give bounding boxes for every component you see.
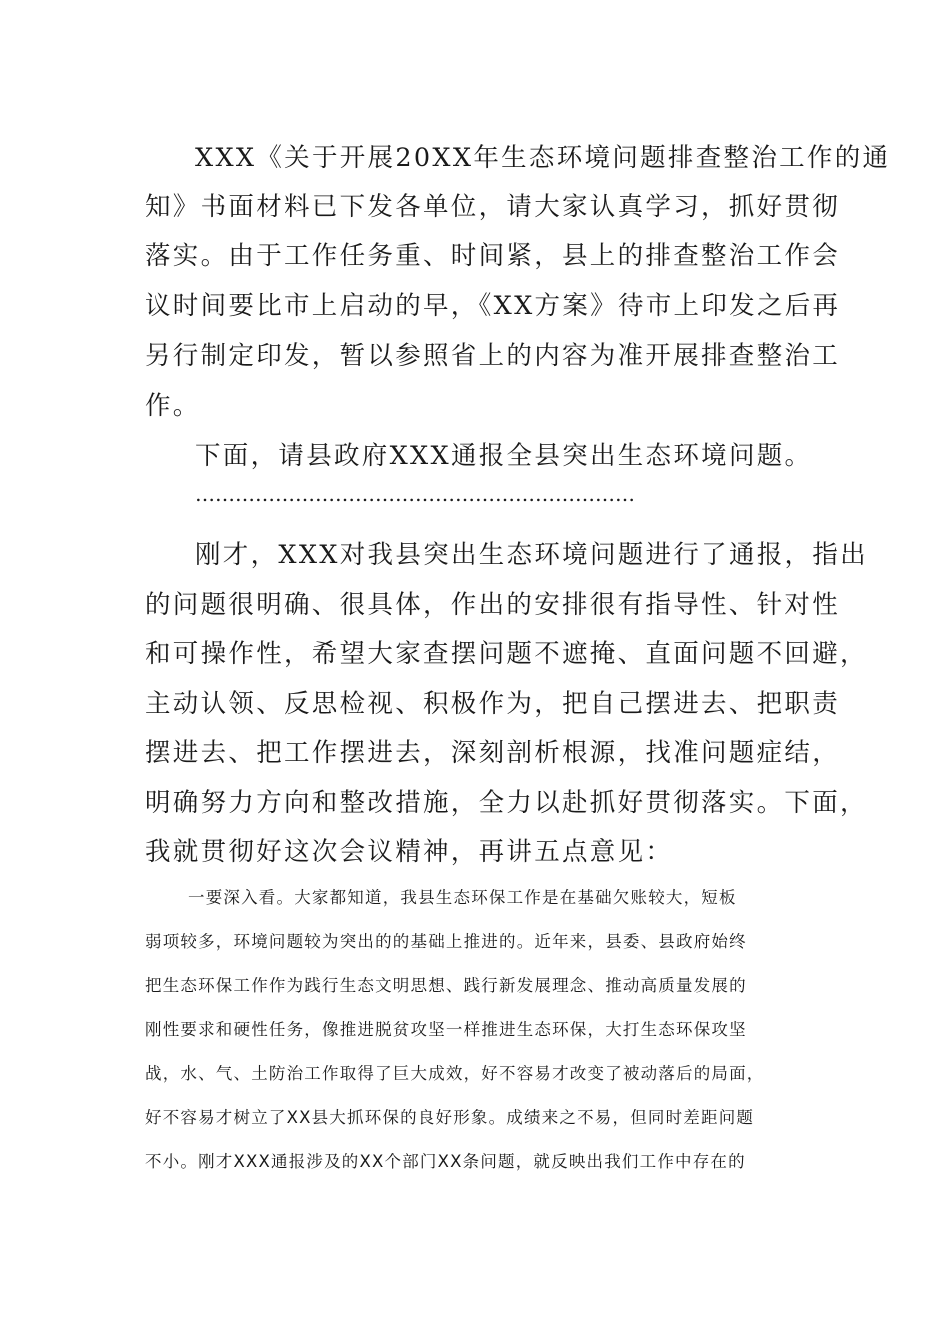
paragraph-line: XXX《关于开展20XX年生态环境问题排查整治工作的通 [195,143,891,173]
paragraph-line: 另行制定印发，暂以参照省上的内容为准开展排查整治工 [145,341,841,371]
paragraph-line: 一要深入看。大家都知道，我县生态环保工作是在基础欠账较大，短板 [188,888,737,907]
ellipsis-separator: ………………………………………………………… [195,482,635,506]
paragraph-line: 主动认领、反思检视、积极作为，把自己摆进去、把职责 [145,689,841,719]
paragraph-line: 明确努力方向和整改措施，全力以赴抓好贯彻落实。下面， [145,788,868,818]
paragraph-line: 我就贯彻好这次会议精神，再讲五点意见： [145,837,674,867]
paragraph-line: 战，水、气、土防治工作取得了巨大成效，好不容易才改变了被动落后的局面， [145,1064,765,1083]
paragraph-line: 作。 [145,391,201,421]
paragraph-line: 好不容易才树立了XX县大抓环保的良好形象。成绩来之不易，但同时差距问题 [145,1108,755,1127]
paragraph-line: 和可操作性，希望大家查摆问题不遮掩、直面问题不回避， [145,639,868,669]
paragraph-report-request: 下面，请县政府XXX通报全县突出生态环境问题。 [195,441,813,471]
paragraph-line: 弱项较多，环境问题较为突出的的基础上推进的。近年来，县委、县政府始终 [145,932,747,951]
paragraph-line: 议时间要比市上启动的早，《XX方案》待市上印发之后再 [145,291,841,321]
paragraph-line: 落实。由于工作任务重、时间紧，县上的排查整治工作会 [145,241,841,271]
paragraph-line: 知》书面材料已下发各单位，请大家认真学习，抓好贯彻 [145,192,841,222]
paragraph-line: 的问题很明确、很具体，作出的安排很有指导性、针对性 [145,590,841,620]
paragraph-line: 摆进去、把工作摆进去，深刻剖析根源，找准问题症结， [145,738,841,768]
paragraph-line: 刚性要求和硬性任务，像推进脱贫攻坚一样推进生态环保，大打生态环保攻坚 [145,1020,747,1039]
paragraph-line: 不小。刚才XXX通报涉及的XX个部门XX条问题，就反映出我们工作中存在的 [145,1152,746,1171]
paragraph-line: 刚才，XXX对我县突出生态环境问题进行了通报，指出 [195,540,868,570]
paragraph-line: 把生态环保工作作为践行生态文明思想、践行新发展理念、推动高质量发展的 [145,976,747,995]
